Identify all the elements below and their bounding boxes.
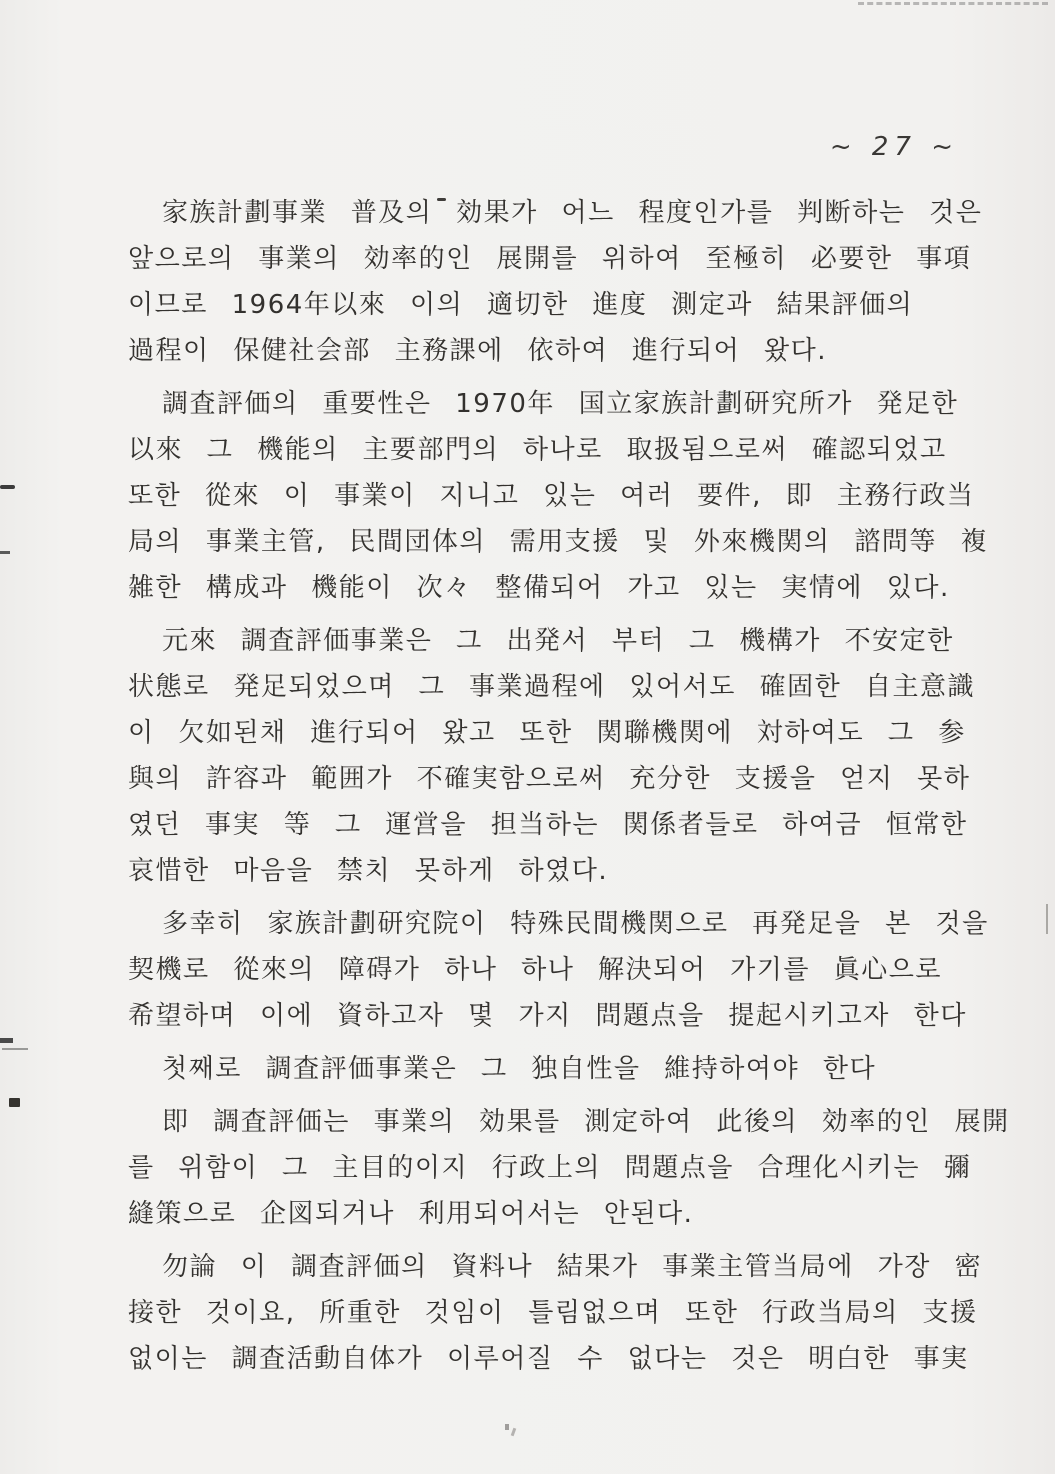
text-line: 이므로 1964年以來 이의 適切한 進度 測定과 結果評価의 <box>128 290 914 320</box>
scan-artifact-speck <box>505 1424 509 1430</box>
paragraph <box>128 901 989 1039</box>
text-line: 接한 것이요, 所重한 것임이 틀림없으며 또한 行政当局의 支援 <box>128 1298 978 1328</box>
text-line: 元來 調査評価事業은 그 出発서 부터 그 機構가 不安定한 <box>162 626 954 656</box>
text-line: 多幸히 家族計劃研究院이 特殊民間機関으로 再発足을 본 것을 <box>162 909 989 939</box>
paragraph <box>128 381 989 611</box>
paragraph <box>128 1099 1010 1237</box>
text-line: 局의 事業主管, 民間団体의 需用支援 및 外來機関의 諮問等 複 <box>128 527 989 557</box>
text-line: 를 위함이 그 主目的이지 行政上의 問題点을 合理化시키는 彌 <box>128 1153 972 1183</box>
scan-artifact-left-mark <box>2 1048 28 1050</box>
text-line: 勿論 이 調査評価의 資料나 結果가 事業主管当局에 가장 密 <box>162 1252 983 1282</box>
text-line: 状態로 発足되었으며 그 事業過程에 있어서도 確固한 自主意識 <box>128 672 975 702</box>
scan-artifact-left-mark <box>0 1038 13 1043</box>
document-body <box>128 190 1010 1389</box>
text-line: 與의 許容과 範囲가 不確実함으로써 充分한 支援을 얻지 못하 <box>128 764 971 794</box>
scan-artifact-left-mark <box>9 1098 20 1107</box>
scan-artifact-speck <box>1046 904 1048 934</box>
text-line: 첫째로 調査評価事業은 그 独自性을 維持하여야 한다 <box>162 1054 877 1084</box>
scan-artifact-speck <box>511 1428 517 1437</box>
text-line: 앞으로의 事業의 効率的인 展開를 위하여 至極히 必要한 事項 <box>128 244 972 274</box>
text-line: 雑한 構成과 機能이 次々 整備되어 가고 있는 実情에 있다. <box>128 573 950 603</box>
text-line: 契機로 從來의 障碍가 하나 하나 解決되어 가기를 眞心으로 <box>128 955 942 985</box>
scan-artifact-left-mark <box>0 551 10 554</box>
text-line: 였던 事実 等 그 運営을 担当하는 関係者들로 하여금 恒常한 <box>128 810 968 840</box>
text-line: 이 欠如된채 進行되어 왔고 또한 関聯機関에 対하여도 그 参 <box>128 718 966 748</box>
text-line: 哀惜한 마음을 禁치 못하게 하였다. <box>128 856 609 886</box>
scan-artifact-left-mark <box>0 485 15 489</box>
paragraph <box>128 1046 958 1092</box>
paragraph <box>128 1244 983 1382</box>
text-line: 家族計劃事業 普及의 効果가 어느 程度인가를 判断하는 것은 <box>162 198 983 228</box>
text-line: 調査評価의 重要性은 1970年 国立家族計劃研究所가 発足한 <box>162 389 959 419</box>
paragraph <box>128 618 975 894</box>
text-line: 即 調査評価는 事業의 効果를 測定하여 此後의 効率的인 展開 <box>162 1107 1010 1137</box>
text-line: 以來 그 機能의 主要部門의 하나로 取扱됨으로써 確認되었고 <box>128 435 947 465</box>
text-line: 없이는 調査活動自体가 이루어질 수 없다는 것은 明白한 事実 <box>128 1344 969 1374</box>
text-line: 過程이 保健社会部 主務課에 依하여 進行되어 왔다. <box>128 336 828 366</box>
page-number: ~ 27 ~ <box>829 132 959 162</box>
paragraph <box>128 190 983 374</box>
text-line: 縫策으로 企図되거나 利用되어서는 안된다. <box>128 1199 694 1229</box>
text-line: 또한 從來 이 事業이 지니고 있는 여러 要件, 即 主務行政当 <box>128 481 975 511</box>
text-line: 希望하며 이에 資하고자 몇 가지 問題点을 提起시키고자 한다 <box>128 1001 967 1031</box>
scan-artifact-top-dashes <box>858 2 1048 5</box>
